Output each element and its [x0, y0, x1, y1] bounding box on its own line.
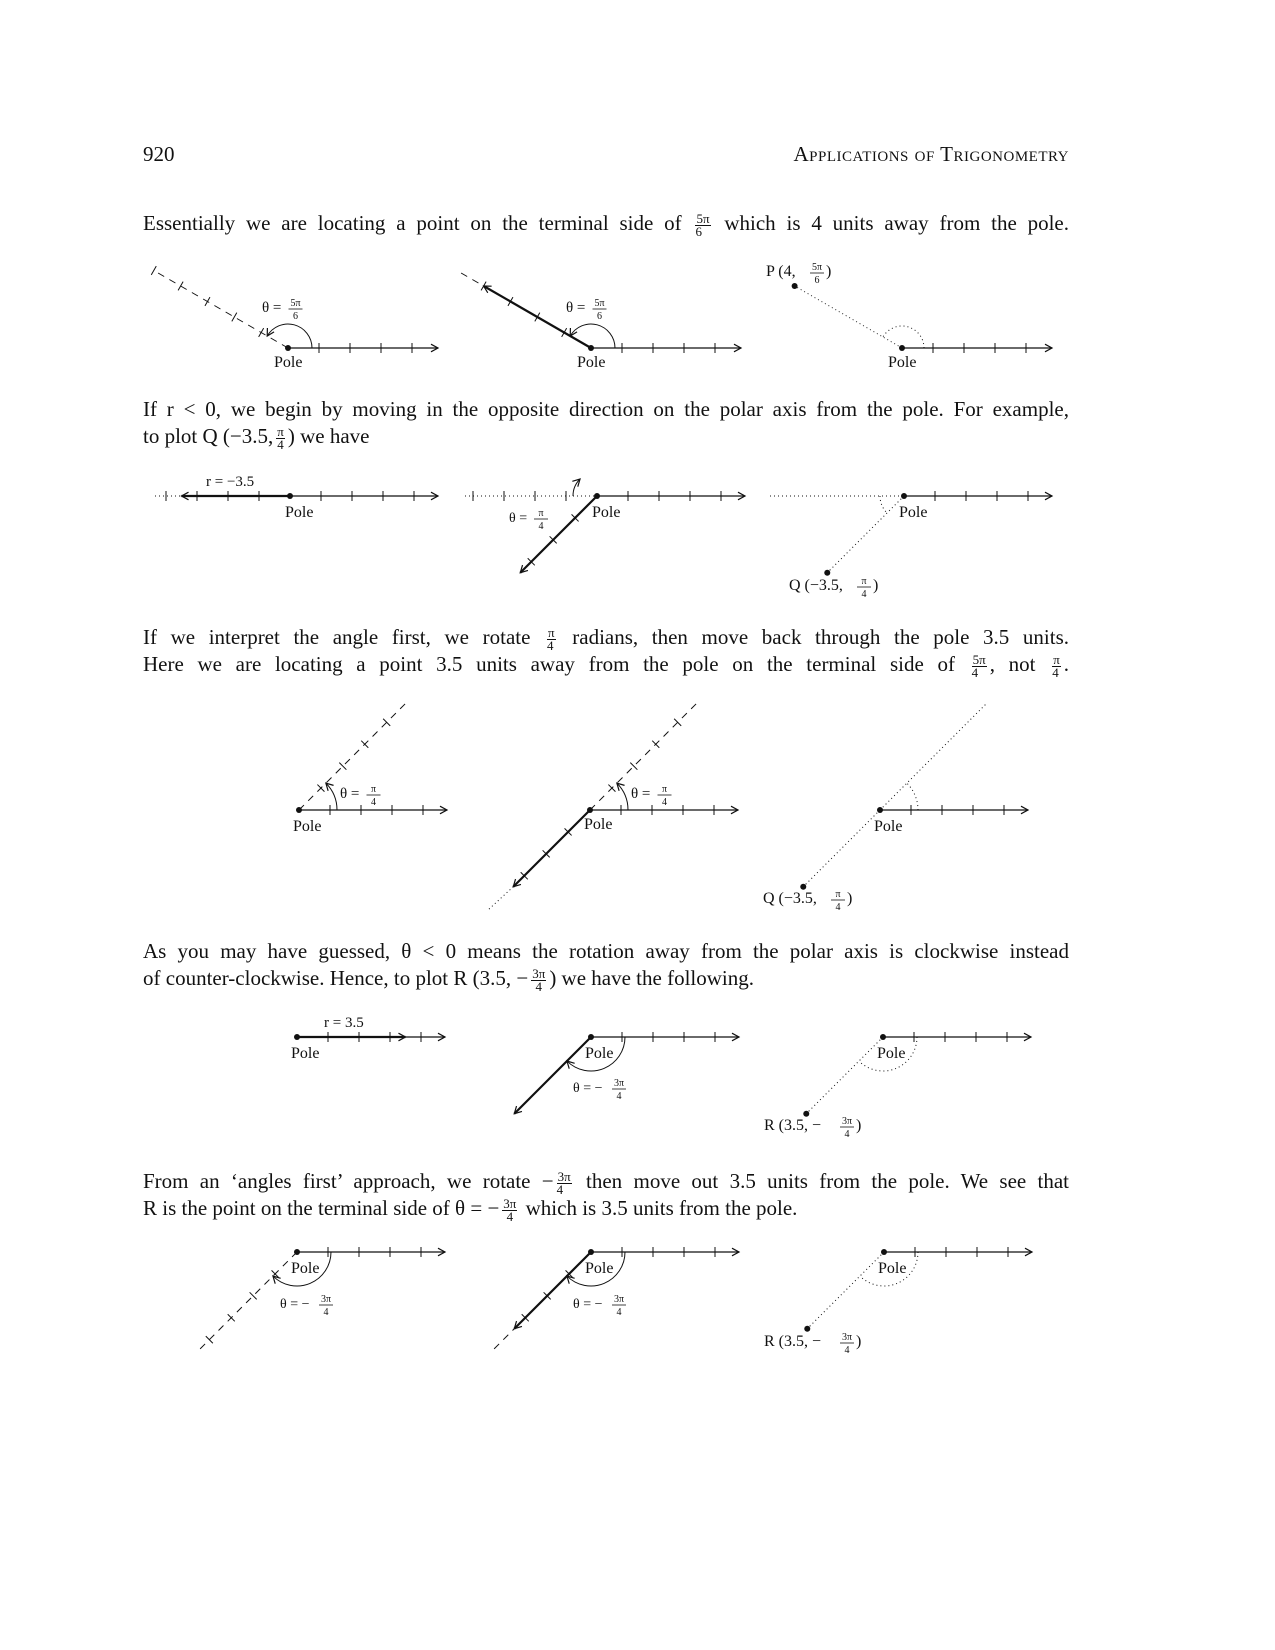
label-text: R (3.5, −: [764, 1117, 822, 1134]
text: Here we are locating a point 3.5 units away from the pole on the terminal side of: [143, 652, 955, 676]
dotted-path: [807, 1252, 884, 1329]
pole-point: [588, 1249, 594, 1255]
label-paren: ): [856, 1333, 862, 1350]
label-paren: ): [847, 890, 853, 907]
label-paren: ): [856, 1117, 862, 1134]
extension-dotted: [488, 887, 513, 910]
pole-point: [285, 345, 291, 351]
fraction-denominator: 4: [323, 1307, 329, 1318]
tick-mark: [259, 328, 264, 337]
text: which is 3.5 units from the pole.: [525, 1196, 798, 1220]
tick-mark: [232, 313, 237, 322]
fraction: $\frac{5\pi}{6}$: [695, 210, 710, 239]
fraction-denominator: 4: [662, 797, 667, 808]
dotted-path: [827, 496, 904, 573]
fraction: $\frac{\pi}{4}$: [1052, 651, 1060, 680]
text: of counter-clockwise. Hence, to plot R (3.5, −: [143, 966, 529, 990]
tick-mark: [205, 297, 210, 306]
text: If we interpret the angle first, we rotate: [143, 625, 531, 649]
r-segment: [513, 810, 590, 887]
angle-arc: [267, 324, 312, 348]
text: From an ‘angles first’ approach, we rotate −: [143, 1169, 554, 1193]
pole-label: Pole: [274, 354, 303, 371]
fraction: $\frac{3\pi}{4}$: [532, 965, 546, 994]
fraction-denominator: 4: [844, 1129, 850, 1140]
fraction-numerator: π: [861, 576, 867, 587]
pole-point: [588, 1034, 594, 1040]
r-label: r = −3.5: [206, 474, 255, 490]
fraction: $\frac{3\pi}{4}$: [503, 1195, 517, 1224]
pole-label: Pole: [592, 504, 621, 521]
label-paren: ): [873, 577, 879, 594]
label-text: θ = −: [573, 1297, 603, 1312]
fraction-numerator: 3π: [613, 1078, 625, 1089]
tick-mark: [178, 282, 183, 291]
pole-label: Pole: [874, 818, 903, 835]
tick-mark: [151, 266, 156, 275]
pole-point: [587, 807, 593, 813]
text: to plot Q (−3.5,: [143, 424, 274, 448]
text: then move out 3.5 units from the pole. We see that: [586, 1169, 1069, 1193]
paragraph-2-line-1: If r < 0, we begin by moving in the opposite direction on the polar axis from the pole. For example,: [143, 397, 1069, 421]
pole-label: Pole: [899, 504, 928, 521]
fraction-denominator: 4: [835, 902, 841, 913]
pole-point: [880, 1034, 886, 1040]
pole-point: [287, 493, 293, 499]
dotted-path: [880, 704, 986, 810]
point-P: [792, 283, 798, 289]
point-Q: [800, 884, 806, 890]
angle-arc: [907, 783, 918, 810]
label-text: θ =: [262, 300, 282, 316]
pole-point: [881, 1249, 887, 1255]
label-text: Q (−3.5,: [789, 577, 843, 594]
label-text: θ =: [340, 786, 360, 802]
pole-point: [294, 1034, 300, 1040]
pole-label: Pole: [285, 504, 314, 521]
r-segment: [514, 1252, 591, 1329]
pole-label: Pole: [291, 1260, 320, 1277]
pole-point: [588, 345, 594, 351]
running-title: Applications of Trigonometry: [793, 142, 1069, 166]
pole-point: [294, 1249, 300, 1255]
dotted-path: [803, 810, 880, 887]
fraction: $\frac{\pi}{4}$: [547, 624, 555, 653]
r-segment: [514, 1037, 591, 1114]
label-text: θ =: [566, 300, 586, 316]
label-text: θ = −: [573, 1081, 603, 1096]
label-text: P (4,: [766, 263, 796, 280]
label-text: R (3.5, −: [764, 1333, 822, 1350]
fraction-numerator: π: [538, 508, 544, 519]
label-text: θ =: [631, 786, 651, 802]
paragraph-4-line-1: As you may have guessed, θ < 0 means the rotation away from the polar axis is clockwise instead: [143, 939, 1069, 963]
text: radians, then move back through the pole 3.5 units.: [572, 625, 1070, 649]
fraction-denominator: 6: [597, 311, 602, 322]
pole-label: Pole: [584, 816, 613, 833]
pole-label: Pole: [585, 1045, 614, 1062]
angle-arc: [570, 324, 615, 348]
paragraph-3-line-2: Here we are locating a point 3.5 units away from the pole on the terminal side of $\frac{5\pi}{4}$ , not $\frac{\pi}{4}$ .: [143, 651, 1070, 680]
pole-point: [901, 493, 907, 499]
fraction-numerator: 3π: [841, 1332, 853, 1343]
fraction-numerator: 5π: [594, 298, 605, 309]
label-text: Q (−3.5,: [763, 890, 817, 907]
pole-point: [296, 807, 302, 813]
fraction-denominator: 4: [616, 1307, 622, 1318]
fraction-denominator: 6: [293, 311, 298, 322]
page-number: 920: [143, 142, 175, 166]
pole-point: [594, 493, 600, 499]
pole-label: Pole: [877, 1045, 906, 1062]
pole-point: [899, 345, 905, 351]
fraction: $\frac{3\pi}{4}$: [556, 1168, 571, 1197]
fraction-denominator: 4: [538, 521, 544, 532]
pole-label: Pole: [291, 1045, 320, 1062]
text: which is 4 units away from the pole.: [724, 211, 1070, 235]
fraction-denominator: 6: [814, 275, 820, 286]
fraction-denominator: 4: [861, 589, 867, 600]
fraction-denominator: 4: [616, 1091, 622, 1102]
text: Essentially we are locating a point on the terminal side of: [143, 211, 682, 235]
text: ) we have the following.: [549, 966, 755, 990]
text: R is the point on the terminal side of θ = −: [143, 1196, 500, 1220]
label-paren: ): [826, 263, 832, 280]
fraction-denominator: 4: [371, 797, 376, 808]
pole-label: Pole: [577, 354, 606, 371]
label-text: θ =: [509, 511, 528, 526]
fraction-numerator: π: [661, 784, 668, 795]
pole-label: Pole: [888, 354, 917, 371]
dotted-path: [795, 286, 902, 348]
dotted-path: [806, 1037, 883, 1114]
pole-point: [877, 807, 883, 813]
r-label: r = 3.5: [324, 1015, 364, 1031]
angle-arc: [880, 496, 887, 513]
fraction-denominator: 4: [844, 1345, 850, 1356]
r-segment: [520, 496, 597, 573]
fraction-numerator: 3π: [320, 1294, 332, 1305]
fraction-numerator: π: [370, 784, 377, 795]
fraction-numerator: 3π: [613, 1294, 625, 1305]
fraction: $\frac{\pi}{4}$: [277, 423, 284, 452]
pole-label: Pole: [878, 1260, 907, 1277]
pole-label: Pole: [293, 818, 322, 835]
pole-label: Pole: [585, 1260, 614, 1277]
fraction-numerator: 3π: [841, 1116, 853, 1127]
point-R: [804, 1326, 810, 1332]
fraction-numerator: 5π: [290, 298, 301, 309]
fraction: $\frac{5\pi}{4}$: [971, 651, 986, 680]
angle-arc: [883, 326, 924, 348]
fraction-numerator: 5π: [811, 262, 823, 273]
point-R: [803, 1111, 809, 1117]
point-Q: [824, 570, 830, 576]
fraction-numerator: π: [835, 889, 841, 900]
label-text: θ = −: [280, 1297, 310, 1312]
text: ) we have: [287, 424, 370, 448]
